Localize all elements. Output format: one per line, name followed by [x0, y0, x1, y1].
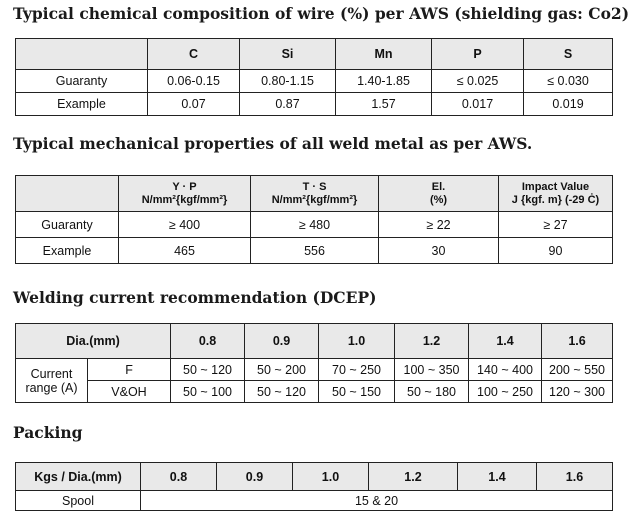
mechanical-row-guaranty [16, 212, 613, 238]
packing-table [15, 462, 613, 511]
chemical-cell: 0.017 [432, 93, 524, 116]
chemical-cell: 0.80-1.15 [240, 70, 336, 93]
current-cell: 70 ~ 250 [319, 359, 395, 381]
current-cell: 50 ~ 180 [395, 381, 469, 403]
current-header-diameter: 1.0 [319, 324, 395, 359]
current-cell: 100 ~ 350 [395, 359, 469, 381]
mechanical-cell: ≥ 480 [251, 212, 379, 238]
welding-current-title: Welding current recommendation (DCEP) [13, 288, 377, 307]
mechanical-properties-table [15, 175, 613, 264]
chemical-row-label: Example [16, 93, 148, 116]
current-range-label-line2: range (A) [25, 380, 78, 395]
current-cell: 200 ~ 550 [542, 359, 613, 381]
chemical-cell: 0.07 [148, 93, 240, 116]
mechanical-cell: 465 [119, 238, 251, 264]
current-cell: 50 ~ 120 [171, 359, 245, 381]
mechanical-header-ts-name: T · S [302, 180, 327, 193]
current-cell: 50 ~ 100 [171, 381, 245, 403]
mechanical-header-impact-unit: J {kgf. m} (-29 Ċ) [511, 193, 600, 206]
chemical-cell: 0.019 [524, 93, 613, 116]
chemical-header-si: Si [240, 39, 336, 70]
chemical-row-example [16, 93, 613, 116]
chemical-row-label: Guaranty [16, 70, 148, 93]
mechanical-header-el-name: El. [431, 180, 446, 193]
current-header-dia: Dia.(mm) [16, 324, 171, 359]
mechanical-row-label: Guaranty [16, 212, 119, 238]
mechanical-header-yp [119, 176, 251, 212]
current-cell: 50 ~ 200 [245, 359, 319, 381]
chemical-header-mn: Mn [336, 39, 432, 70]
mechanical-row-label: Example [16, 238, 119, 264]
packing-value: 15 & 20 [141, 491, 613, 511]
mechanical-header-ts-unit: N/mm²{kgf/mm²} [271, 193, 358, 206]
current-header-diameter: 1.2 [395, 324, 469, 359]
chemical-header-row [16, 39, 613, 70]
current-cell: 50 ~ 120 [245, 381, 319, 403]
current-row-voh [16, 381, 613, 403]
packing-header-diameter: 0.9 [217, 463, 293, 491]
mechanical-header-row [16, 176, 613, 212]
current-cell: 50 ~ 150 [319, 381, 395, 403]
mechanical-header-yp-unit: N/mm²{kgf/mm²} [141, 193, 228, 206]
current-position-label: F [88, 359, 171, 381]
current-header-diameter: 1.6 [542, 324, 613, 359]
current-range-label-line1: Current [30, 366, 73, 381]
mechanical-properties-title: Typical mechanical properties of all weld metal as per AWS. [13, 134, 533, 153]
current-cell: 120 ~ 300 [542, 381, 613, 403]
welding-current-table [15, 323, 613, 403]
mechanical-cell: 30 [379, 238, 499, 264]
chemical-composition-table [15, 38, 613, 116]
chemical-row-guaranty [16, 70, 613, 93]
chemical-cell: 1.57 [336, 93, 432, 116]
packing-row-spool [16, 491, 613, 511]
chemical-header-blank [16, 39, 148, 70]
current-header-diameter: 0.9 [245, 324, 319, 359]
current-header-row [16, 324, 613, 359]
mechanical-header-yp-name: Y · P [172, 180, 197, 193]
chemical-cell: ≤ 0.025 [432, 70, 524, 93]
current-header-diameter: 0.8 [171, 324, 245, 359]
packing-header-diameter: 0.8 [141, 463, 217, 491]
packing-header-row [16, 463, 613, 491]
chemical-cell: 0.87 [240, 93, 336, 116]
current-range-label [16, 359, 88, 403]
packing-header-diameter: 1.0 [293, 463, 369, 491]
packing-header-diameter: 1.2 [369, 463, 458, 491]
mechanical-header-impact-name: Impact Value [521, 180, 590, 193]
packing-header-diameter: 1.4 [458, 463, 537, 491]
packing-title: Packing [13, 423, 83, 442]
chemical-cell: 1.40-1.85 [336, 70, 432, 93]
mechanical-cell: 90 [499, 238, 613, 264]
chemical-cell: ≤ 0.030 [524, 70, 613, 93]
mechanical-cell: 556 [251, 238, 379, 264]
chemical-header-p: P [432, 39, 524, 70]
chemical-header-c: C [148, 39, 240, 70]
current-row-f [16, 359, 613, 381]
mechanical-row-example [16, 238, 613, 264]
mechanical-header-el-unit: (%) [429, 193, 448, 206]
current-position-label: V&OH [88, 381, 171, 403]
current-cell: 100 ~ 250 [469, 381, 542, 403]
mechanical-cell: ≥ 27 [499, 212, 613, 238]
packing-row-label: Spool [16, 491, 141, 511]
mechanical-cell: ≥ 22 [379, 212, 499, 238]
mechanical-cell: ≥ 400 [119, 212, 251, 238]
packing-header-corner: Kgs / Dia.(mm) [16, 463, 141, 491]
packing-header-diameter: 1.6 [537, 463, 613, 491]
chemical-cell: 0.06-0.15 [148, 70, 240, 93]
current-cell: 140 ~ 400 [469, 359, 542, 381]
chemical-header-s: S [524, 39, 613, 70]
mechanical-header-ts [251, 176, 379, 212]
chemical-composition-title: Typical chemical composition of wire (%) per AWS (shielding gas: Co2) [13, 4, 630, 23]
mechanical-header-blank [16, 176, 119, 212]
current-header-diameter: 1.4 [469, 324, 542, 359]
mechanical-header-el [379, 176, 499, 212]
mechanical-header-impact [499, 176, 613, 212]
